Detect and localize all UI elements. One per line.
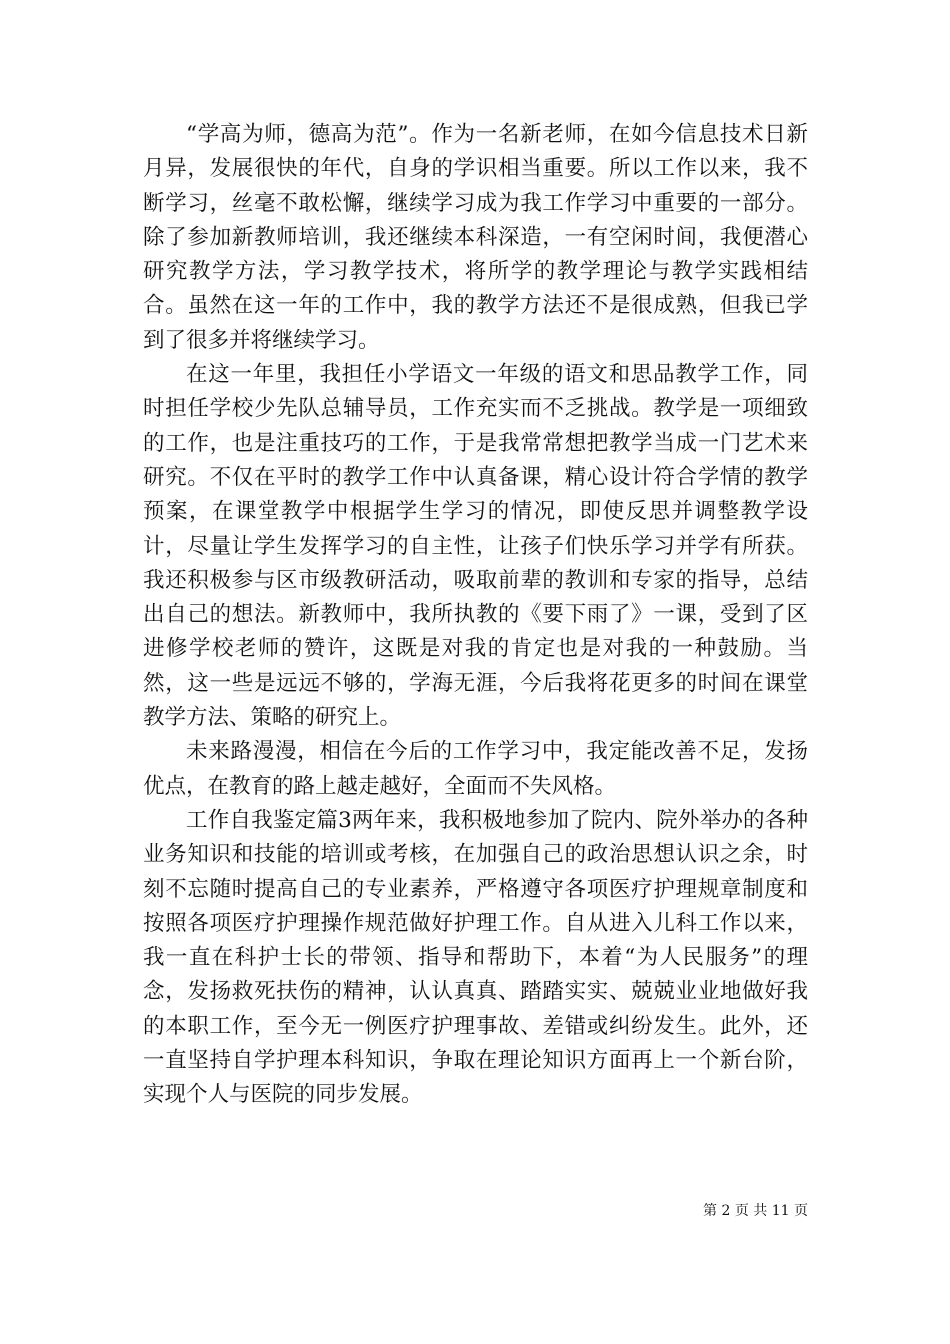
paragraph-4: 工作自我鉴定篇3两年来，我积极地参加了院内、院外举办的各种业务知识和技能的培训或考核，在加强自己的政治思想认识之余，时刻不忘随时提高自己的专业素养，严格遵守各项医疗护理规章制度和按照各项医疗护理操作规范做好护理工作。自从进入儿科工作以来，我一直在科护士长的带领、指导和帮助下，本着“为人民服务”的理念，发扬救死扶伤的精神，认认真真、踏踏实实、兢兢业业地做好我的本职工作，至今无一例医疗护理事故、差错或纠纷发生。此外，还一直坚持自学护理本科知识，争取在理论知识方面再上一个新台阶，实现个人与医院的同步发展。 <box>143 807 808 1108</box>
paragraph-3: 未来路漫漫，相信在今后的工作学习中，我定能改善不足，发扬优点，在教育的路上越走越好，全面而不失风格。 <box>143 739 808 799</box>
paragraph-2: 在这一年里，我担任小学语文一年级的语文和思品教学工作，同时担任学校少先队总辅导员，工作充实而不乏挑战。教学是一项细致的工作，也是注重技巧的工作，于是我常常想把教学当成一门艺术来研究。不仅在平时的教学工作中认真备课，精心设计符合学情的教学预案，在课堂教学中根据学生学习的情况，即使反思并调整教学设计，尽量让学生发挥学习的自主性，让孩子们快乐学习并学有所获。我还积极参与区市级教研活动，吸取前辈的教训和专家的指导，总结出自己的想法。新教师中，我所执教的《要下雨了》一课，受到了区进修学校老师的赞许，这既是对我的肯定也是对我的一种鼓励。当然，这一些是远远不够的，学海无涯，今后我将花更多的时间在课堂教学方法、策略的研究上。 <box>143 362 808 731</box>
document-body <box>143 118 808 1113</box>
paragraph-1: “学高为师，德高为范”。作为一名新老师，在如今信息技术日新月异，发展很快的年代，自身的学识相当重要。所以工作以来，我不断学习，丝毫不敢松懈，继续学习成为我工作学习中重要的一部分。除了参加新教师培训，我还继续本科深造，一有空闲时间，我便潜心研究教学方法，学习教学技术，将所学的教学理论与教学实践相结合。虽然在这一年的工作中，我的教学方法还不是很成熟，但我已学到了很多并将继续学习。 <box>143 122 808 353</box>
page-number-footer: 第 2 页 共 11 页 <box>703 1203 808 1219</box>
